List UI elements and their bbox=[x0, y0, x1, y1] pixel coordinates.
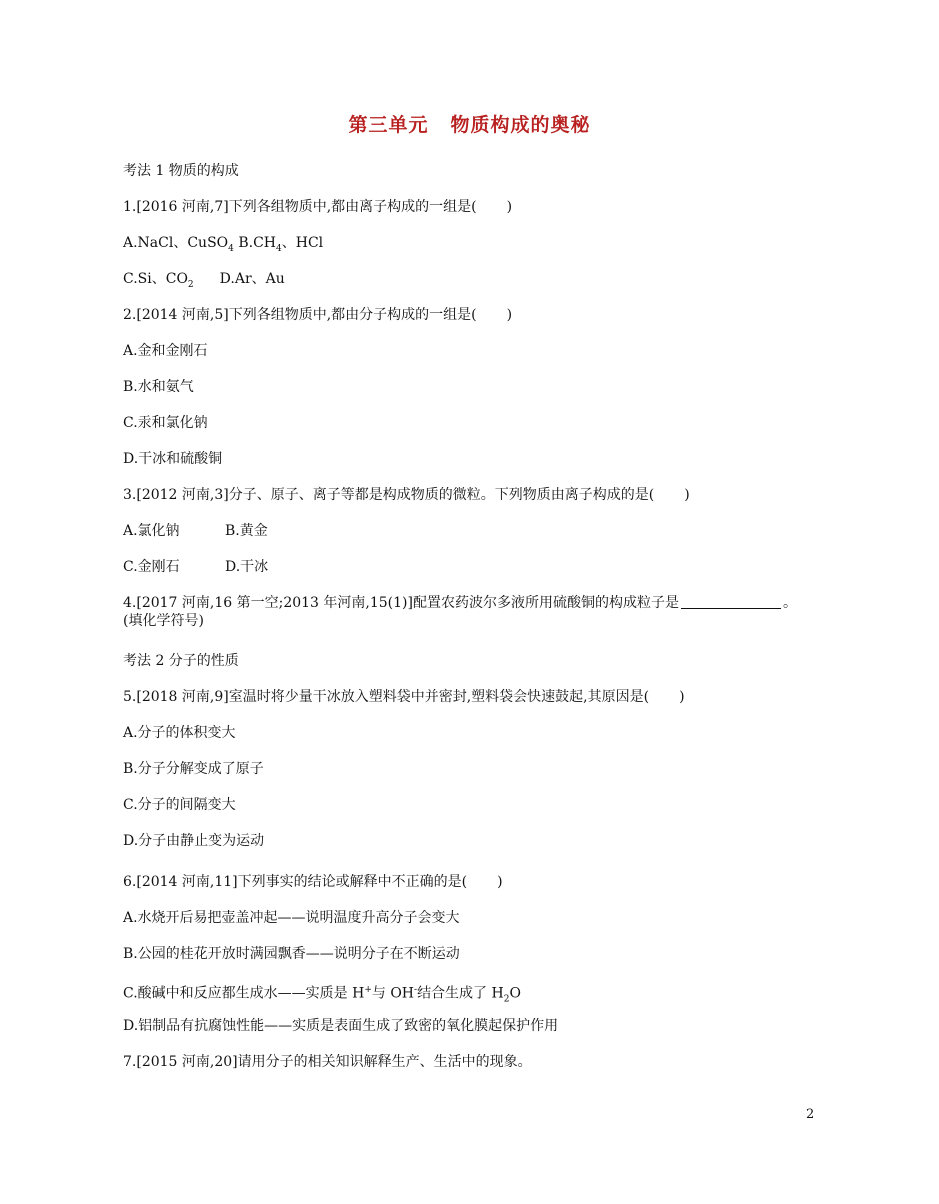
question-2-stem: 2.[2014 河南,5]下列各组物质中,都由分子构成的一组是( ) bbox=[123, 307, 513, 323]
question-6-option-a: A.水烧开后易把壶盖冲起——说明温度升高分子会变大 bbox=[123, 910, 460, 926]
title-topic: 物质构成的奥秘 bbox=[450, 114, 591, 136]
question-5-option-d: D.分子由静止变为运动 bbox=[123, 833, 265, 849]
question-3-options-ab: A.氯化钠 B.黄金 bbox=[123, 523, 268, 539]
question-2-option-b: B.水和氨气 bbox=[123, 379, 194, 395]
question-1-options-ab: A.NaCl、CuSO$_4$ $B.CH_4$、HCl bbox=[123, 235, 324, 254]
question-5-option-c: C.分子的间隔变大 bbox=[123, 797, 236, 813]
question-6-stem: 6.[2014 河南,11]下列事实的结论或解释中不正确的是( ) bbox=[123, 874, 503, 890]
question-2-option-a: A.金和金刚石 bbox=[123, 343, 208, 359]
question-2-option-c: C.汞和氯化钠 bbox=[123, 415, 208, 431]
page-title bbox=[0, 110, 939, 137]
question-2-option-d: D.干冰和硫酸铜 bbox=[123, 451, 223, 467]
question-5-option-a: A.分子的体积变大 bbox=[123, 725, 236, 741]
question-4-stem: 4.[2017 河南,16 第一空;2013 年河南,15(1)]配置农药波尔多液所用硫酸铜的构成粒子是 。 bbox=[123, 595, 797, 611]
title-unit: 第三单元 bbox=[348, 114, 429, 136]
question-6-option-d: D.铝制品有抗腐蚀性能——实质是表面生成了致密的氧化膜起保护作用 bbox=[123, 1018, 559, 1034]
section-heading-1: 考法 1 物质的构成 bbox=[123, 163, 239, 179]
question-1-options-cd: C.Si、$CO_2$ D.Ar、Au bbox=[123, 271, 285, 290]
question-5-option-b: B.分子分解变成了原子 bbox=[123, 761, 264, 777]
question-1-stem: 1.[2016 河南,7]下列各组物质中,都由离子构成的一组是( ) bbox=[123, 199, 513, 215]
page-number: 2 bbox=[806, 1107, 815, 1122]
section-heading-2: 考法 2 分子的性质 bbox=[123, 653, 239, 669]
question-7-stem: 7.[2015 河南,20]请用分子的相关知识解释生产、生活中的现象。 bbox=[123, 1054, 532, 1070]
answer-blank[interactable] bbox=[681, 594, 781, 609]
question-6-option-b: B.公园的桂花开放时满园飘香——说明分子在不断运动 bbox=[123, 946, 460, 962]
question-4-note: (填化学符号) bbox=[123, 613, 204, 629]
question-6-option-c: C.酸碱中和反应都生成水——实质是 H+与 OH-结合生成了 $H_2O$ bbox=[123, 985, 521, 1005]
question-3-options-cd: C.金刚石 D.干冰 bbox=[123, 559, 269, 575]
question-3-stem: 3.[2012 河南,3]分子、原子、离子等都是构成物质的微粒。下列物质由离子构成的是( ) bbox=[123, 487, 690, 503]
question-5-stem: 5.[2018 河南,9]室温时将少量干冰放入塑料袋中并密封,塑料袋会快速鼓起,其原因是( ) bbox=[123, 689, 685, 705]
